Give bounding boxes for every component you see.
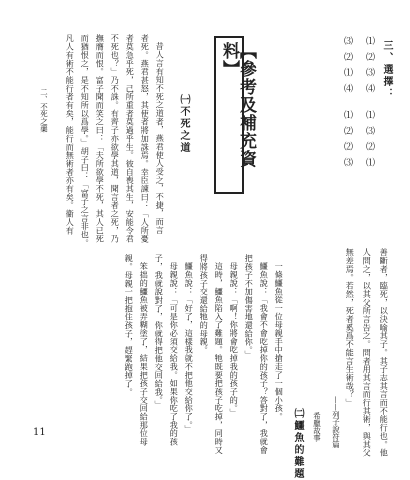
story-1-line-5: 撫膺而恨。富子聞而笑之曰：「夫所欲學不死，其人已死 [95, 34, 106, 243]
passage-line-2: 人問之，以其父所言告之。問者用其言而行其術，與其父 [362, 248, 373, 457]
page-number: 11 [33, 427, 46, 438]
story-2-line-9: 子，我就說對了，你就得把他交回給我。」 [154, 254, 165, 409]
story-2-line-8: 母親說：「可是你必須交給我。如果你吃了我的孩 [169, 262, 180, 446]
story-2-line-4: 母親說：「啊！你將會吃掉我的孩子的。」 [229, 262, 240, 417]
exercise-row-2-answers: ⑴ ⑵ ⑵ ⑶ [342, 110, 352, 169]
story-2-line-3: 把孩子不加傷害地還給你。」 [244, 254, 255, 359]
story-1-title: ㈠不死之道 [178, 94, 189, 154]
exercise-row-2: ⑶ ⑵ ⑴ ⑷ [342, 36, 352, 95]
passage-line-1: 善斷者，臨死，以決喻其子。其子志其言而不能行也。他 [379, 248, 390, 457]
exercise-heading: 三、選擇： [381, 40, 392, 100]
running-header: 二、不死之藥 [39, 88, 49, 133]
story-2-line-1: 一條鱷魚從一位母親手中搶走了一個小孩。 [274, 262, 285, 421]
reference-banner [214, 36, 256, 194]
story-1-line-7: 凡人有術不能行者有矣，能行而無術者亦有矣。衞人有 [65, 34, 76, 235]
story-1-line-3: 者莫急乎死，己所重者莫過乎生。彼自喪其生，安能令君 [125, 34, 136, 243]
story-2-series: 希臘故事 [312, 412, 322, 442]
story-2-line-5: 這時，鱷魚陷入了難題。牠既要把孩子吃掉，同時又 [214, 262, 225, 455]
story-2-line-10: 笨拙的鱷魚被弄糊塗了，結果把孩子交回給那位母 [139, 262, 150, 446]
reference-banner-title: 【參考及補充資料】 [219, 42, 256, 168]
story-1-line-6: 而猶恨之，是不知所以爲學。」胡子曰：「富子之言非也。 [80, 34, 91, 247]
story-2-line-6: 得將孩子交還給牠的母親。 [199, 254, 210, 355]
story-2-line-2: 鱷魚說：「我會不會吃掉你的孩子？答對了，我就會 [259, 262, 270, 455]
exercise-row-1-answers: ⑴ ⑶ ⑵ ⑴ [364, 110, 374, 169]
story-1-line-4: 不死也？」乃不誅。有齊子亦欲學其道，聞言者之死，乃 [110, 34, 121, 243]
story-1-line-1: 昔人言有知不死之道者，燕君使人受之，不捷，而言 [155, 42, 166, 235]
passage-source: ——列子說符篇 [331, 396, 341, 448]
story-2-title: ㈡鱷魚的難題 [292, 408, 303, 480]
exercise-row-1: ⑴ ⑵ ⑶ ⑷ [364, 36, 374, 95]
passage-line-3: 無差焉。若然，死者奚爲不能言生術哉？」 [345, 248, 356, 407]
story-1-line-2: 者死。燕君甚怒，其使者將加誅焉。幸臣諫曰：「人所憂 [140, 34, 151, 243]
story-2-line-11: 親。母親一把抱住孩子，趕緊跑掉了。 [124, 254, 135, 396]
story-2-line-7: 鱷魚說：「好了，這樣我就不把他交給你了。」 [184, 262, 195, 434]
